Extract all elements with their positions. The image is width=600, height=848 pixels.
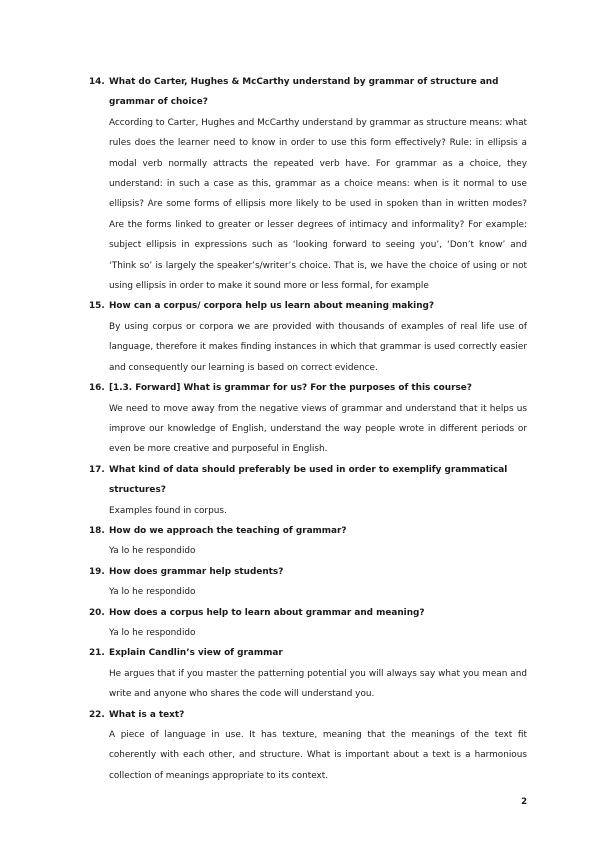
question-text: How can a corpus/ corpora help us learn about meaning making? xyxy=(109,301,435,312)
question-number: 22. xyxy=(89,709,105,720)
question-19 xyxy=(89,562,527,582)
question-17 xyxy=(89,460,527,501)
answer-15: By using corpus or corpora we are provided with thousands of examples of real life use of language, therefore it makes finding instances in which that grammar is used correctly easier and consequently our learning is based on correct evidence. xyxy=(109,321,527,373)
question-text: Explain Candlin’s view of grammar xyxy=(109,648,283,659)
question-number: 15. xyxy=(89,301,105,312)
question-text: How do we approach the teaching of grammar? xyxy=(109,525,347,536)
question-number: 16. xyxy=(89,383,105,394)
question-text: What do Carter, Hughes & McCarthy understand by grammar of structure and grammar of choice? xyxy=(109,77,499,108)
qa-item-17 xyxy=(89,460,527,521)
question-text: How does a corpus help to learn about grammar and meaning? xyxy=(109,607,425,618)
question-text: What kind of data should preferably be used in order to exemplify grammatical structures? xyxy=(109,464,508,496)
question-answer-list xyxy=(89,72,527,786)
question-15 xyxy=(89,296,527,316)
qa-item-14 xyxy=(89,72,527,296)
question-number: 19. xyxy=(89,566,105,577)
question-text: How does grammar help students? xyxy=(109,566,284,577)
question-18 xyxy=(89,521,527,541)
answer-14: According to Carter, Hughes and McCarthy understand by grammar as structure means: what rules does the learner need to know in order to use this form effectively? Rule: in ellipsis a modal verb normally attracts the repeated verb have. For grammar as a choice, they understand: in such a case as this, grammar as a choice means: when is it normal to use ellipsis? Are some forms of ellipsis more likely to be used in spoken than in written modes? Are the forms linked to greater or lesser degrees of intimacy and informality? For example: subject ellipsis in expressions such as ‘looking forward to seeing you’, ‘Don’t know’ and ‘Think so’ is largely the speaker’s/writer’s choice. That is, we have the choice of using or not using ellipsis in order to make it sound more or less formal, for example xyxy=(109,117,527,292)
qa-item-21 xyxy=(89,643,527,704)
question-number: 20. xyxy=(89,607,105,618)
question-21 xyxy=(89,643,527,663)
qa-item-22 xyxy=(89,705,527,787)
page-number: 2 xyxy=(521,797,527,807)
question-16 xyxy=(89,378,527,398)
question-number: 21. xyxy=(89,648,105,659)
qa-item-19 xyxy=(89,562,527,603)
question-14 xyxy=(89,72,527,113)
answer-21: He argues that if you master the patterning potential you will always say what you mean and write and anyone who shares the code will understand you. xyxy=(109,668,527,700)
answer-18: Ya lo he respondido xyxy=(109,546,196,557)
qa-item-20 xyxy=(89,603,527,644)
qa-item-15 xyxy=(89,296,527,378)
qa-item-18 xyxy=(89,521,527,562)
question-20 xyxy=(89,603,527,623)
question-22 xyxy=(89,705,527,725)
qa-item-16 xyxy=(89,378,527,460)
question-number: 18. xyxy=(89,525,105,536)
question-text: What is a text? xyxy=(109,709,185,720)
answer-19: Ya lo he respondido xyxy=(109,587,196,598)
question-number: 14. xyxy=(89,77,105,87)
question-text: [1.3. Forward] What is grammar for us? For the purposes of this course? xyxy=(109,383,472,394)
answer-20: Ya lo he respondido xyxy=(109,627,196,638)
answer-22: A piece of language in use. It has texture, meaning that the meanings of the text fit coherently with each other, and structure. What is important about a text is a harmonious collection of meanings appropriate to its context. xyxy=(109,730,527,781)
answer-16: We need to move away from the negative views of grammar and understand that it helps us improve our knowledge of English, understand the way people wrote in different periods or even be more creative and purposeful in English. xyxy=(109,403,527,455)
answer-17: Examples found in corpus. xyxy=(109,505,227,516)
question-number: 17. xyxy=(89,464,105,475)
